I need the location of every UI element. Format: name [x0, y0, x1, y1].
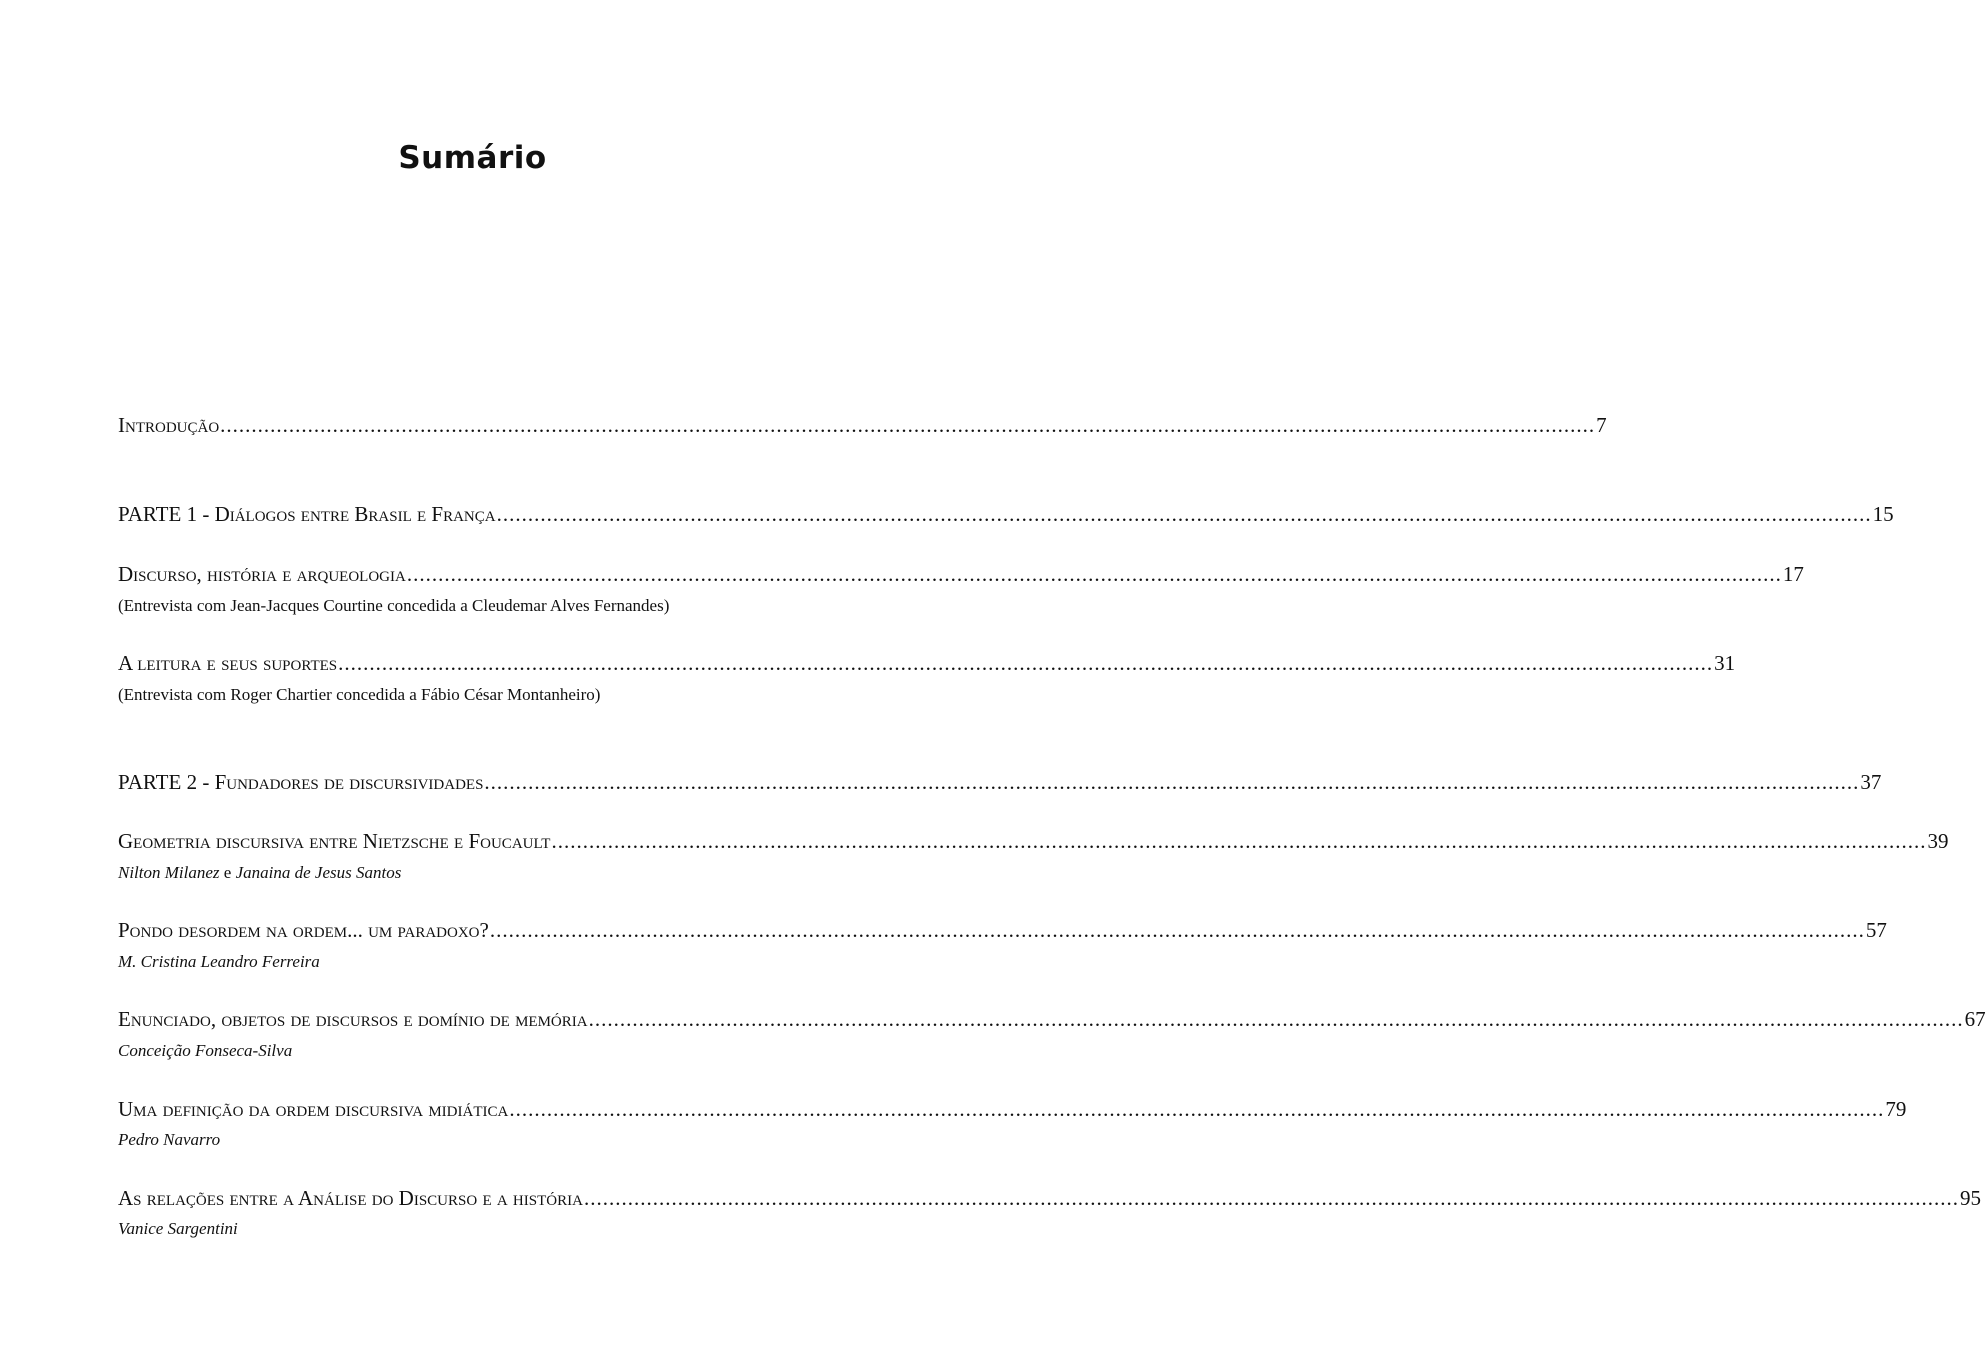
toc-entry-note: (Entrevista com Roger Chartier concedida a Fábio César Montanheiro)	[118, 685, 601, 704]
dot-leader: ............................................................................................................................................................................................................................	[509, 1097, 1885, 1121]
toc-entry-pondo-desordem[interactable]	[118, 917, 1887, 943]
toc-entry-note: (Entrevista com Jean-Jacques Courtine concedida a Cleudemar Alves Fernandes)	[118, 596, 670, 615]
toc-entry-title: Pondo desordem na ordem... um paradoxo?	[118, 918, 489, 942]
dot-leader: ............................................................................................................................................................................................................................	[338, 651, 1714, 675]
toc-page-number: 17	[1782, 562, 1804, 586]
toc-entry-title: Uma definição da ordem discursiva midiática	[118, 1097, 509, 1121]
dot-leader: ............................................................................................................................................................................................................................	[484, 770, 1860, 794]
toc-page-number: 67	[1964, 1007, 1986, 1031]
toc-entry-title: Diálogos entre Brasil e França	[214, 502, 496, 526]
part-label: PARTE 1 -	[118, 502, 215, 526]
toc-entry-relacoes-ad-historia[interactable]	[118, 1185, 1981, 1211]
toc-page-number: 57	[1865, 918, 1887, 942]
dot-leader: ............................................................................................................................................................................................................................	[551, 829, 1927, 853]
dot-leader: ............................................................................................................................................................................................................................	[489, 918, 1865, 942]
author-name: Janaina de Jesus Santos	[235, 863, 402, 882]
author-conjunction: e	[223, 863, 232, 882]
toc-page-number: 7	[1596, 413, 1607, 437]
toc-entry-title: Fundadores de discursividades	[214, 770, 484, 794]
toc-entry-authors	[118, 862, 849, 884]
toc-entry-title: Discurso, história e arqueologia	[118, 562, 406, 586]
toc-entry-author: Conceição Fonseca-Silva	[118, 1041, 293, 1060]
toc-page-number: 37	[1860, 770, 1882, 794]
toc-entry-introducao[interactable]	[118, 412, 1607, 438]
toc-entry-discurso-historia[interactable]	[118, 561, 1804, 587]
toc-entry-parte-1[interactable]	[118, 501, 1894, 527]
toc-entry-leitura-suportes[interactable]	[118, 650, 1736, 676]
dot-leader: ............................................................................................................................................................................................................................	[406, 562, 1782, 586]
toc-entry-author: Vanice Sargentini	[118, 1219, 238, 1238]
author-name: Nilton Milanez	[118, 863, 220, 882]
toc-page-number: 31	[1714, 651, 1736, 675]
toc-entry-geometria[interactable]	[118, 828, 1949, 854]
toc-page-number: 79	[1885, 1097, 1907, 1121]
toc-entry-enunciado[interactable]	[118, 1006, 1986, 1032]
toc-entry-title: As relações entre a Análise do Discurso e a história	[118, 1186, 583, 1210]
toc-entry-title: Introdução	[118, 413, 220, 437]
toc-entry-title: Enunciado, objetos de discursos e domínio de memória	[118, 1007, 588, 1031]
dot-leader: ............................................................................................................................................................................................................................	[220, 413, 1596, 437]
page-title: Sumário	[398, 140, 547, 176]
toc-entry-author: Pedro Navarro	[118, 1130, 221, 1149]
toc-entry-ordem-midiatica[interactable]	[118, 1096, 1907, 1122]
dot-leader: ............................................................................................................................................................................................................................	[588, 1007, 1964, 1031]
toc-entry-author: M. Cristina Leandro Ferreira	[118, 952, 320, 971]
dot-leader: ............................................................................................................................................................................................................................	[496, 502, 1872, 526]
part-label: PARTE 2 -	[118, 770, 215, 794]
toc-entry-parte-2[interactable]	[118, 769, 1882, 795]
dot-leader: ............................................................................................................................................................................................................................	[583, 1186, 1959, 1210]
toc-page-number: 95	[1959, 1186, 1981, 1210]
toc-entry-title: A leitura e seus suportes	[118, 651, 338, 675]
toc-entry-title: Geometria discursiva entre Nietzsche e Foucault	[118, 829, 551, 853]
toc-page-number: 15	[1872, 502, 1894, 526]
toc-page-number: 39	[1927, 829, 1949, 853]
